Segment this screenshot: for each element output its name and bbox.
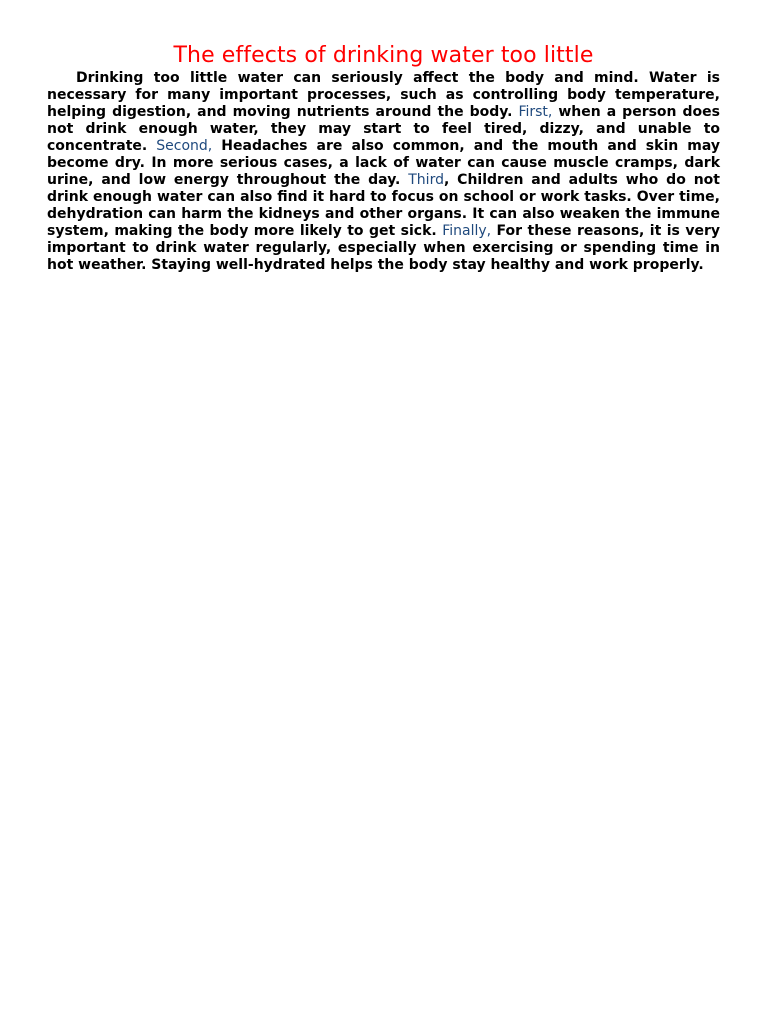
body-paragraph: [47, 70, 720, 274]
transition-third: Third: [408, 172, 444, 188]
transition-finally: Finally,: [442, 223, 492, 239]
third-point-text: , Children and adults who do not drink enough water can also find it hard to focus on school or work tasks. Over time, dehydration can harm the kidneys and other organs. It can also weaken the immune system, making the body more likely to get sick.: [47, 172, 720, 239]
intro-text: Drinking too little water can seriously affect the body and mind. Water is necessary for many important processes, such as controlling body temperature, helping digestion, and moving nutrients around the body.: [47, 70, 720, 120]
transition-first: First,: [518, 104, 553, 120]
document-page: [47, 42, 720, 274]
second-point-text: Headaches are also common, and the mouth and skin may become dry. In more serious cases, a lack of water can cause muscle cramps, dark urine, and low energy throughout the day.: [47, 138, 720, 188]
transition-second: Second,: [156, 138, 213, 154]
document-title: The effects of drinking water too little: [173, 43, 594, 68]
first-point-text: when a person does not drink enough water, they may start to feel tired, dizzy, and unable to concentrate.: [47, 104, 720, 154]
finally-point-text: For these reasons, it is very important to drink water regularly, especially when exercising or spending time in hot weather. Staying well-hydrated helps the body stay healthy and work properly.: [47, 223, 720, 273]
